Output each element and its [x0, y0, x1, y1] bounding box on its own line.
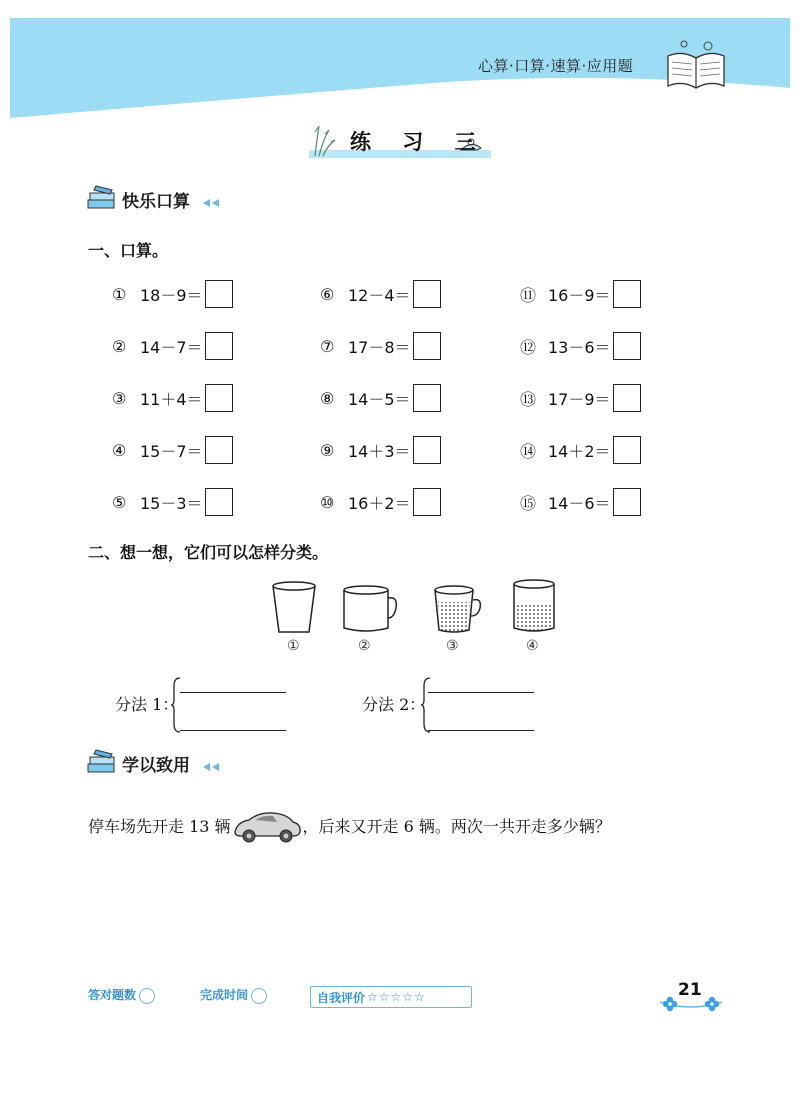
- answer-box[interactable]: [205, 332, 233, 360]
- equation: [320, 330, 441, 362]
- answer-box[interactable]: [413, 384, 441, 412]
- item-number: ⑫: [520, 337, 537, 357]
- section-heading-mental-math: [86, 184, 226, 214]
- answer-line[interactable]: [180, 692, 286, 693]
- mug-icon: [344, 586, 396, 631]
- double-arrow-icon: [202, 198, 222, 208]
- equation: [520, 434, 641, 466]
- brace-icon: [420, 676, 432, 734]
- double-arrow-icon: [202, 762, 222, 772]
- item-number: ③: [112, 388, 127, 408]
- expression: 14＋3＝: [348, 441, 411, 461]
- equation: [320, 278, 441, 310]
- header-series-text: 心算·口算·速算·应用题: [478, 57, 634, 75]
- answer-box[interactable]: [205, 488, 233, 516]
- self-eval-label: 自我评价: [317, 990, 366, 1005]
- book-icon: [664, 36, 728, 92]
- question-1-title: 一、口算。: [88, 241, 169, 260]
- page-number: 21: [678, 980, 702, 1000]
- title-banner: [305, 120, 495, 162]
- question-2-title: 二、想一想，它们可以怎样分类。: [88, 543, 329, 562]
- answer-box[interactable]: [413, 436, 441, 464]
- section-label: 快乐口算: [122, 192, 190, 212]
- expression: 18－9＝: [140, 285, 203, 305]
- correct-count-label: 答对题数: [88, 988, 137, 1002]
- answer-line[interactable]: [428, 730, 534, 731]
- page-title: 练 习 三: [350, 130, 488, 154]
- equation: [112, 486, 233, 518]
- expression: 16－9＝: [548, 285, 611, 305]
- item-number: ⑪: [520, 285, 537, 305]
- item-number: ①: [112, 284, 127, 304]
- answer-box[interactable]: [613, 436, 641, 464]
- smiley-icon: [139, 988, 155, 1004]
- answer-box[interactable]: [613, 488, 641, 516]
- expression: 16＋2＝: [348, 493, 411, 513]
- item-number: ⑮: [520, 493, 537, 513]
- item-number: ⑦: [320, 336, 335, 356]
- word-problem-text-after: ，后来又开走 6 辆。两次一共开走多少辆？: [302, 816, 611, 836]
- expression: 15－7＝: [140, 441, 203, 461]
- word-problem: [88, 806, 611, 844]
- glass-with-water-icon: [514, 580, 554, 631]
- smiley-icon: [251, 988, 267, 1004]
- equation: [112, 382, 233, 414]
- section-label: 学以致用: [122, 756, 190, 776]
- item-number: ⑧: [320, 388, 335, 408]
- equation: [520, 382, 641, 414]
- cup-label: ④: [526, 638, 539, 654]
- expression: 17－8＝: [348, 337, 411, 357]
- finish-time-label: 完成时间: [200, 988, 249, 1002]
- equation: [520, 486, 641, 518]
- expression: 14＋2＝: [548, 441, 611, 461]
- cups-illustration: [264, 576, 564, 642]
- item-number: ⑬: [520, 389, 537, 409]
- answer-box[interactable]: [205, 384, 233, 412]
- equation: [520, 330, 641, 362]
- answer-box[interactable]: [413, 280, 441, 308]
- equation: [112, 434, 233, 466]
- equation: [112, 330, 233, 362]
- item-number: ⑩: [320, 492, 335, 512]
- footer-correct-count: [88, 986, 155, 1004]
- expression: 15－3＝: [140, 493, 203, 513]
- brace-icon: [170, 676, 182, 734]
- expression: 11＋4＝: [140, 389, 203, 409]
- expression: 14－5＝: [348, 389, 411, 409]
- item-number: ②: [112, 336, 127, 356]
- equation: [520, 278, 641, 310]
- item-number: ⑨: [320, 440, 335, 460]
- method-1-label: 分法 1：: [115, 695, 179, 714]
- section-heading-application: [86, 748, 226, 778]
- car-icon: [231, 806, 303, 844]
- expression: 13－6＝: [548, 337, 611, 357]
- equation: [320, 382, 441, 414]
- cup-label: ③: [446, 638, 459, 654]
- answer-box[interactable]: [205, 280, 233, 308]
- books-icon: [86, 184, 120, 214]
- equation: [112, 278, 233, 310]
- mug-with-water-icon: [435, 586, 480, 632]
- answer-box[interactable]: [613, 384, 641, 412]
- expression: 17－9＝: [548, 389, 611, 409]
- books-icon: [86, 748, 120, 778]
- answer-box[interactable]: [413, 332, 441, 360]
- answer-box[interactable]: [413, 488, 441, 516]
- item-number: ⑤: [112, 492, 127, 512]
- expression: 14－7＝: [140, 337, 203, 357]
- self-evaluation-box: [310, 986, 472, 1008]
- star-rating[interactable]: ☆☆☆☆☆: [367, 990, 426, 1004]
- expression: 14－6＝: [548, 493, 611, 513]
- item-number: ⑭: [520, 441, 537, 461]
- answer-box[interactable]: [205, 436, 233, 464]
- method-2-label: 分法 2：: [362, 695, 426, 714]
- equation: [320, 486, 441, 518]
- cup-label: ②: [358, 638, 371, 654]
- answer-line[interactable]: [428, 692, 534, 693]
- word-problem-text-before: 停车场先开走 13 辆: [88, 816, 231, 836]
- answer-box[interactable]: [613, 280, 641, 308]
- expression: 12－4＝: [348, 285, 411, 305]
- answer-box[interactable]: [613, 332, 641, 360]
- footer-finish-time: [200, 986, 267, 1004]
- equation: [320, 434, 441, 466]
- answer-line[interactable]: [180, 730, 286, 731]
- cup-label: ①: [287, 638, 300, 654]
- item-number: ④: [112, 440, 127, 460]
- item-number: ⑥: [320, 284, 335, 304]
- glass-icon: [273, 582, 315, 632]
